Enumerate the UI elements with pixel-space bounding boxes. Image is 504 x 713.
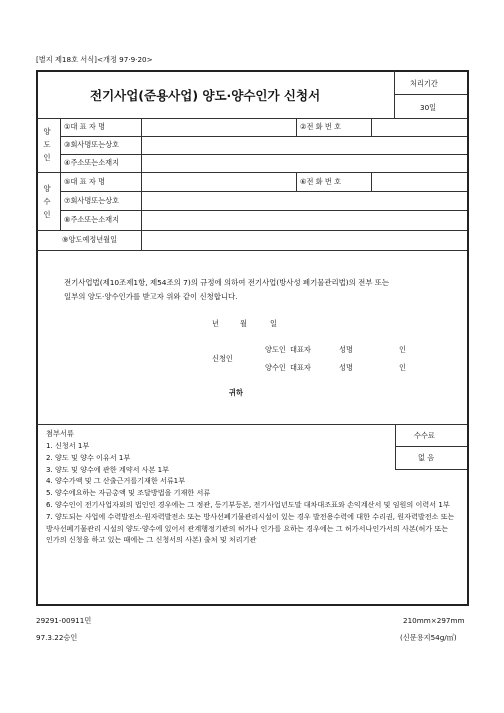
application-text: 전기사업법(제10조제1항, 제54조의 7)의 규정에 의하여 전기사업(방사성 폐기물관리법)의 전부 또는 일부의 양도·양수인가를 받고자 위와 같이 신청합니다. [64,278,390,301]
footer-size: 210mm×297mm [403,616,465,625]
attachments-top [37,424,467,425]
date-col-line [141,230,142,250]
footer-paper: (신문용지54g/㎡) [400,633,457,642]
date-year: 년 [212,319,219,328]
title-row-bottom [37,118,467,119]
form-id [36,56,153,63]
processing-label: 처리기간 [410,79,438,88]
attachment-item: 6. 양수인이 전기사업자외의 법인인 경우에는 그 정관, 등기부등본, 전기사업년도말 대차대조표와 손익계산서 및 임원의 이력서 1부 [46,499,450,509]
transferee-address-label: ⑧주소또는소재지 [64,215,120,224]
label-col-line [141,118,142,230]
applicant-role: 양도인 [265,345,286,354]
row-line [37,230,467,231]
applicant-name: 성명 [339,345,353,354]
applicant-label: 신청인 [212,354,233,363]
row-line [60,136,467,137]
applicant-role: 양수인 [265,363,286,372]
transferee-company-label: ⑦회사명또는상호 [64,196,120,205]
date-day: 일 [270,319,277,328]
fee-label: 수수료 [414,431,435,440]
fee-value: 없 음 [418,453,435,462]
phone-col-line [371,118,372,136]
row-line [60,191,467,192]
form-number: [별지 제18호 서식] [36,55,97,64]
attachment-item: 7. 양도되는 사업에 수력발전소·원자력발전소 또는 방사선폐기물관리시설이 있는 경우 발전용수력에 대한 수리권, 원자력발전소 또는 방사선폐기물관리 시설의 양도·양수에 있어서 관계행정기관의 허가나 인가를 요하는 경우에는 그 허가서나인가서의 사본(허가 또는 인가의 신청을 하고 있는 때에는 그 신청서의 사본) 출처 및 처리기관 [46,511,455,545]
footer-code: 29291-00911민 [36,616,92,625]
outer-border-left [36,70,38,606]
revision-note: <개정 97·9·20> [96,55,153,64]
phone-col-line [296,118,297,136]
attachments-heading: 첨부서류 [46,429,74,438]
phone-col-line [371,172,372,191]
transferor-group-label: 양도인 [43,127,51,162]
transferor-company-label: ③회사명또는상호 [64,140,120,149]
outer-border-right [467,70,469,606]
applicant-seal: 인 [399,345,406,354]
row-line [37,172,467,173]
addressee: 귀하 [229,388,243,397]
attachment-item: 3. 양도 및 양수에 관한 계약서 사본 1부 [46,464,170,474]
fee-split [395,446,467,447]
date-month: 월 [240,319,247,328]
transferee-group-label: 양수인 [43,184,51,219]
transferee-rep-label: ⑤대 표 자 명 [64,177,106,186]
fee-bottom [395,469,467,470]
transferee-phone-label: ⑥전 화 번 호 [300,177,342,186]
applicant-rep: 대표자 [290,345,311,354]
outer-border-bottom [36,604,469,606]
processing-value: 30일 [420,103,437,112]
row-line [60,210,467,211]
transferor-rep-label: ①대 표 자 명 [64,122,106,131]
form-title: 전기사업(준용사업) 양도·양수인가 신청서 [90,88,321,103]
group-col-line [60,118,61,230]
attachment-item: 4. 양수가액 및 그 산출근거를기재한 서류1부 [46,476,186,486]
transferor-phone-label: ②전 화 번 호 [300,122,342,131]
phone-col-line [296,172,297,191]
applicant-rep: 대표자 [290,363,311,372]
processing-divider [394,71,395,119]
attachment-item: 5. 양수에요하는 자금총액 및 조달방법을 기재한 서류 [46,488,211,498]
outer-border-top [36,70,469,72]
footer-approval: 97.3.22승인 [36,633,78,642]
attachment-item: 1. 신청서 1부 [46,441,90,450]
transfer-date-label: ⑨양도예정년월일 [62,235,118,244]
applicant-name: 성명 [339,363,353,372]
row-line [60,154,467,155]
transferor-address-label: ④주소또는소재지 [64,158,120,167]
processing-split [394,94,467,95]
row-line [37,250,467,251]
attachment-item: 2. 양도 및 양수 이유서 1부 [46,452,131,462]
applicant-seal: 인 [399,363,406,372]
